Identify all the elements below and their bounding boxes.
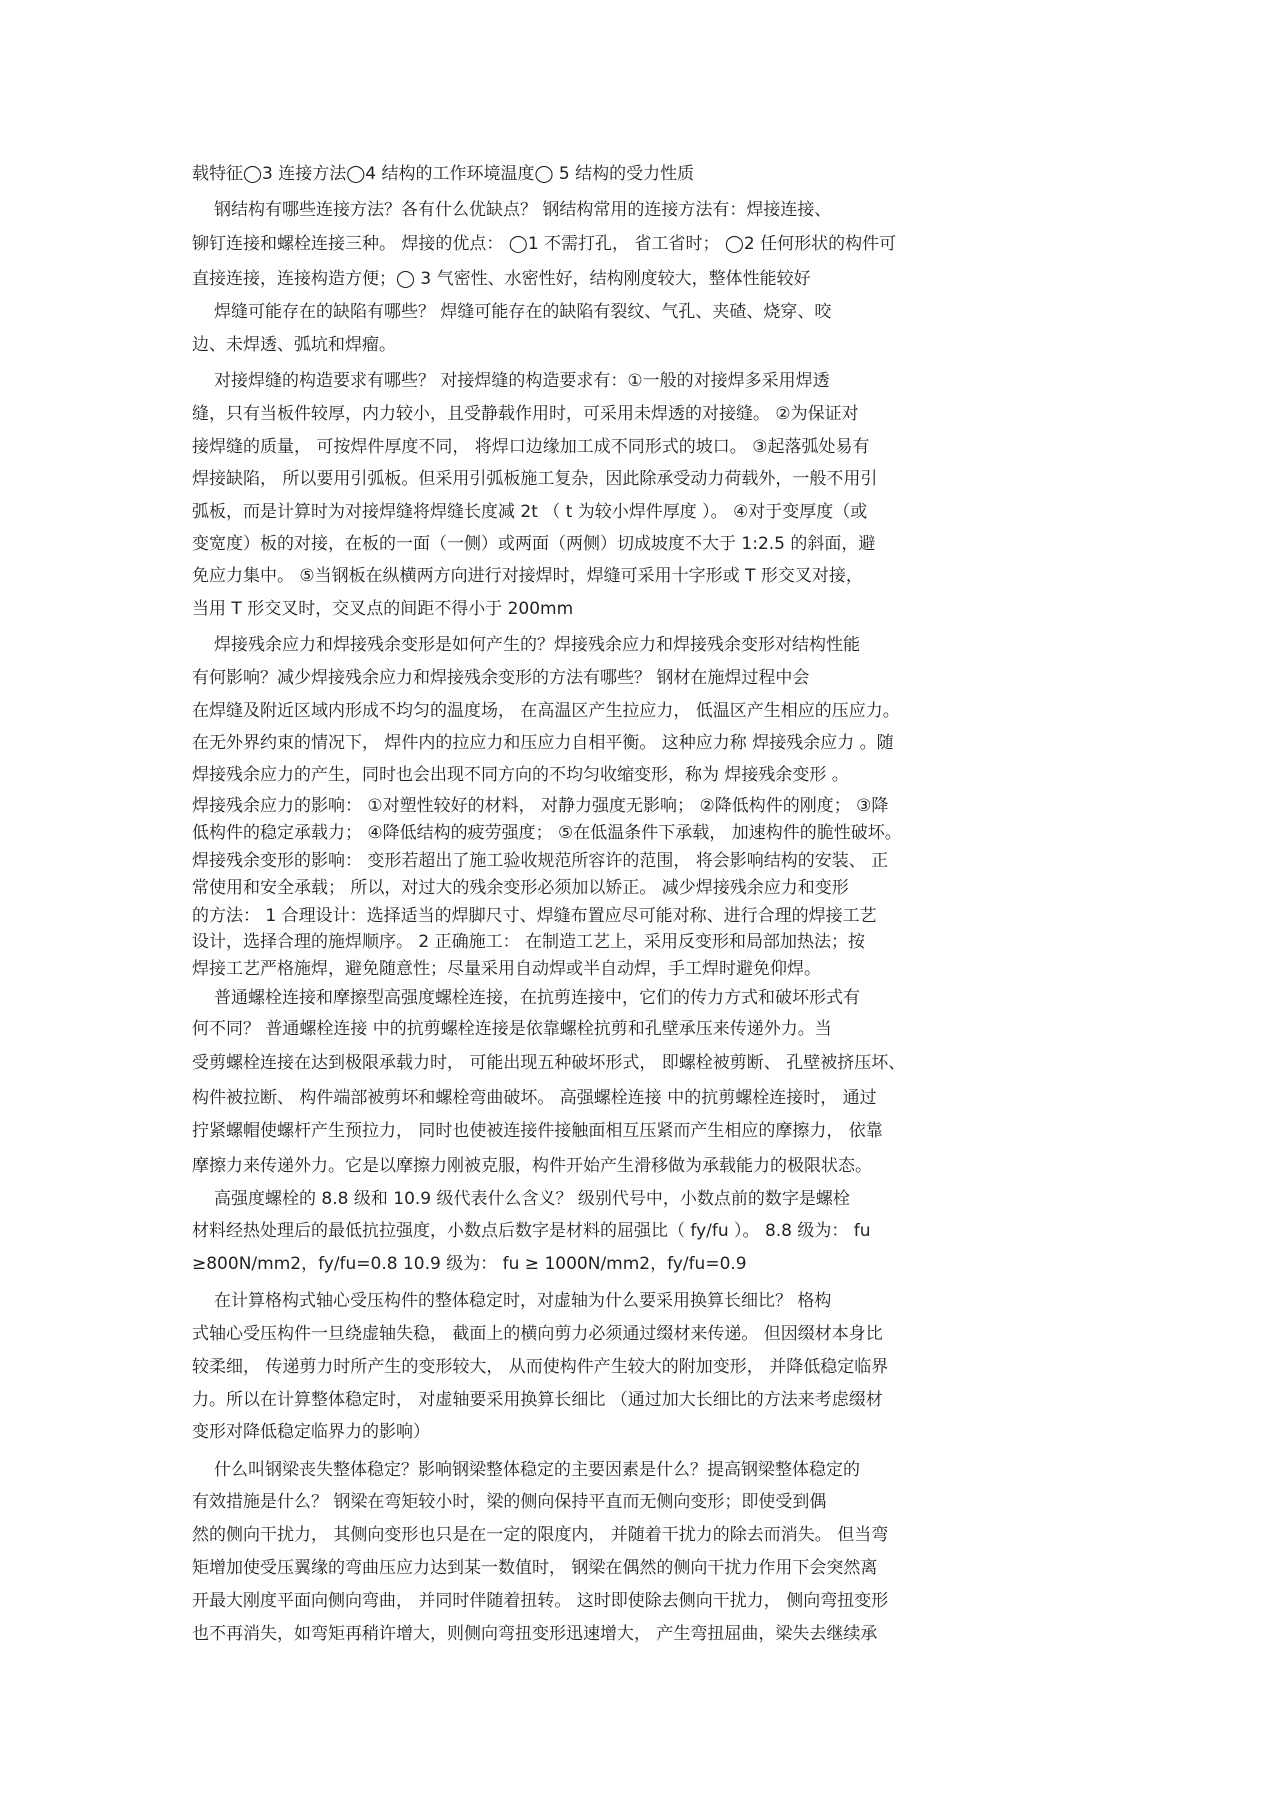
text-line: 免应力集中。 ⑤当钢板在纵横两方向进行对接焊时，焊缝可采用十字形或 T 形交叉对接， (192, 566, 863, 586)
text-line: 然的侧向干扰力， 其侧向变形也只是在一定的限度内， 并随着干扰力的除去而消失。 但当弯 (192, 1525, 889, 1545)
text-line: 焊接残余应力的产生，同时也会出现不同方向的不均匀收缩变形，称为 焊接残余变形 。 (192, 765, 849, 785)
text-line: 摩擦力来传递外力。它是以摩擦力刚被克服，构件开始产生滑移做为承载能力的极限状态。 (192, 1156, 872, 1176)
text-line: 拧紧螺帽使螺杆产生预拉力， 同时也使被连接件接触面相互压紧而产生相应的摩擦力， 依靠 (192, 1121, 883, 1141)
text-line: 铆钉连接和螺栓连接三种。 焊接的优点： ◯1 不需打孔， 省工省时； ◯2 任何形状的构件可 (192, 234, 897, 254)
text-line: 焊接缺陷， 所以要用引弧板。但采用引弧板施工复杂，因此除承受动力荷载外，一般不用引 (192, 469, 878, 489)
text-line: 开最大刚度平面向侧向弯曲， 并同时伴随着扭转。 这时即使除去侧向干扰力， 侧向弯扭变形 (192, 1591, 889, 1611)
text-line: 何不同？ 普通螺栓连接 中的抗剪螺栓连接是依靠螺栓抗剪和孔壁承压来传递外力。当 (192, 1019, 832, 1039)
text-line: 缝，只有当板件较厚，内力较小，且受静载作用时，可采用未焊透的对接缝。 ②为保证对 (192, 404, 859, 424)
text-line: 受剪螺栓连接在达到极限承载力时， 可能出现五种破坏形式， 即螺栓被剪断、 孔壁被挤压坏、 (192, 1053, 906, 1073)
text-line: 变宽度）板的对接，在板的一面（一侧）或两面（两侧）切成坡度不大于 1:2.5 的斜面，避 (192, 534, 876, 554)
text-line: 常使用和安全承载； 所以，对过大的残余变形必须加以矫正。 减少焊接残余应力和变形 (192, 878, 849, 898)
text-line: 在计算格构式轴心受压构件的整体稳定时，对虚轴为什么要采用换算长细比？ 格构 (214, 1291, 832, 1311)
text-line: 力。所以在计算整体稳定时， 对虚轴要采用换算长细比 （通过加大长细比的方法来考虑缀材 (192, 1390, 883, 1410)
text-line: 设计，选择合理的施焊顺序。 2 正确施工： 在制造工艺上，采用反变形和局部加热法；按 (192, 932, 866, 952)
text-line: 普通螺栓连接和摩擦型高强度螺栓连接，在抗剪连接中，它们的传力方式和破坏形式有 (214, 988, 860, 1008)
text-line: 直接连接，连接构造方便；◯ 3 气密性、水密性好，结构刚度较大，整体性能较好 (192, 269, 811, 289)
text-line: 钢结构有哪些连接方法？各有什么优缺点？ 钢结构常用的连接方法有：焊接连接、 (214, 200, 832, 220)
text-line: 有何影响？减少焊接残余应力和焊接残余变形的方法有哪些？ 钢材在施焊过程中会 (192, 668, 810, 688)
text-line: 矩增加使受压翼缘的弯曲压应力达到某一数值时， 钢梁在偶然的侧向干扰力作用下会突然离 (192, 1558, 878, 1578)
text-line: 什么叫钢梁丧失整体稳定？影响钢梁整体稳定的主要因素是什么？提高钢梁整体稳定的 (214, 1460, 860, 1480)
text-line: 焊接残余应力的影响： ①对塑性较好的材料， 对静力强度无影响； ②降低构件的刚度； ③降 (192, 796, 889, 816)
text-line: 有效措施是什么？ 钢梁在弯矩较小时，梁的侧向保持平直而无侧向变形；即使受到偶 (192, 1492, 827, 1512)
text-line: 焊接残余变形的影响： 变形若超出了施工验收规范所容许的范围， 将会影响结构的安装、 正 (192, 851, 889, 871)
text-line: 弧板，而是计算时为对接焊缝将焊缝长度减 2t （ t 为较小焊件厚度 ）。 ④对于变厚度（或 (192, 502, 868, 522)
text-line: 低构件的稳定承载力； ④降低结构的疲劳强度； ⑤在低温条件下承载， 加速构件的脆性破坏。 (192, 823, 902, 843)
text-line: 构件被拉断、 构件端部被剪坏和螺栓弯曲破坏。 高强螺栓连接 中的抗剪螺栓连接时， 通过 (192, 1088, 877, 1108)
text-line: 在无外界约束的情况下， 焊件内的拉应力和压应力自相平衡。 这种应力称 焊接残余应力 。随 (192, 733, 894, 753)
text-line: 变形对降低稳定临界力的影响） (192, 1422, 430, 1442)
text-line: 焊接工艺严格施焊，避免随意性；尽量采用自动焊或半自动焊，手工焊时避免仰焊。 (192, 959, 821, 979)
text-line: 载特征◯3 连接方法◯4 结构的工作环境温度◯ 5 结构的受力性质 (192, 164, 695, 184)
text-line: 在焊缝及附近区域内形成不均匀的温度场， 在高温区产生拉应力， 低温区产生相应的压应力。 (192, 701, 900, 721)
text-line: 高强度螺栓的 8.8 级和 10.9 级代表什么含义？ 级别代号中，小数点前的数字是螺栓 (214, 1189, 850, 1209)
text-line: 式轴心受压构件一旦绕虚轴失稳， 截面上的横向剪力必须通过缀材来传递。 但因缀材本身比 (192, 1324, 883, 1344)
text-line: 的方法： 1 合理设计：选择适当的焊脚尺寸、焊缝布置应尽可能对称、进行合理的焊接工艺 (192, 906, 877, 926)
text-line: 接焊缝的质量， 可按焊件厚度不同， 将焊口边缘加工成不同形式的坡口。 ③起落弧处易有 (192, 437, 870, 457)
text-line: 边、未焊透、弧坑和焊瘤。 (192, 335, 396, 355)
text-line: 当用 T 形交叉时，交叉点的间距不得小于 200mm (192, 599, 574, 619)
text-line: 材料经热处理后的最低抗拉强度，小数点后数字是材料的屈强比（ fy/fu ）。 8.8 级为： fu (192, 1221, 871, 1241)
text-line: ≥800N/mm2，fy/fu=0.8 10.9 级为： fu ≥ 1000N/mm2，fy/fu=0.9 (192, 1254, 747, 1274)
text-line: 焊缝可能存在的缺陷有哪些？ 焊缝可能存在的缺陷有裂纹、气孔、夹碴、烧穿、咬 (214, 302, 832, 322)
text-line: 较柔细， 传递剪力时所产生的变形较大， 从而使构件产生较大的附加变形， 并降低稳定临界 (192, 1357, 889, 1377)
text-line: 也不再消失，如弯矩再稍许增大，则侧向弯扭变形迅速增大， 产生弯扭屈曲，梁失去继续承 (192, 1624, 878, 1644)
text-line: 焊接残余应力和焊接残余变形是如何产生的？焊接残余应力和焊接残余变形对结构性能 (214, 635, 860, 655)
text-line: 对接焊缝的构造要求有哪些？ 对接焊缝的构造要求有：①一般的对接焊多采用焊透 (214, 371, 830, 391)
